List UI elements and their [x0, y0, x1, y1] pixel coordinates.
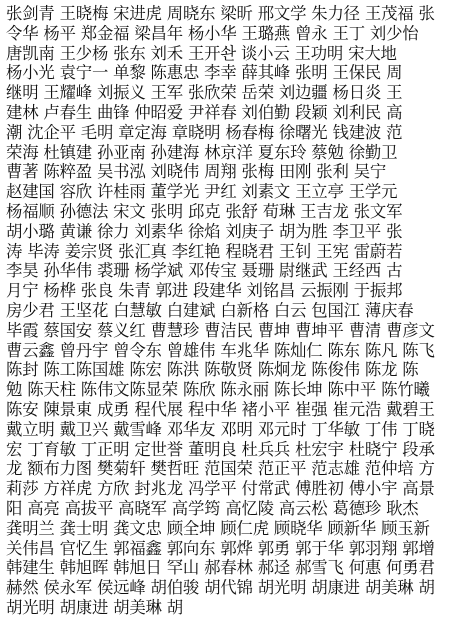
name-list-line: 房少君 王坚花 白慧敏 白建斌 白新格 白云 包国江 薄庆春: [6, 300, 414, 320]
name-list-line: 陈封 陈工陈国雄 陈宏 陈洪 陈敬贤 陈炯龙 陈俊伟 陈龙 陈: [6, 360, 419, 380]
name-list-line: 唐凯南 王少杨 张东 刘禾 王开솬 谈小云 王功明 宋大地: [6, 43, 397, 63]
name-list-line: 张剑青 王晓梅 宋进虎 周晓东 梁昕 邢文学 朱力径 王茂福 张: [6, 4, 435, 23]
name-list-line: 杨福顺 孙德法 宋文 张明 邱克 张舒 荀琳 王吉龙 张文军: [6, 201, 403, 221]
name-list-line: 韩建生 韩旭晖 韩旭日 罕山 郝春林 郝迳 郝雪飞 何惠 何勇君: [6, 558, 435, 578]
name-list-line: 阳 高亮 高拔平 高晓军 高学筠 高忆陵 高云松 葛德珍 耿杰: [6, 498, 419, 518]
name-list-line: 月宁 杨桦 张良 朱青 郭进 段建华 刘铭昌 云振刚 于振邦: [6, 281, 403, 301]
name-list-line: 赫然 侯永军 侯远峰 胡伯骏 胡代锦 胡光明 胡康进 胡美琳 胡: [6, 578, 435, 598]
name-list-line: 曹著 陈粹盈 吴书泓 刘晓伟 周翔 张梅 田刚 张利 吴宁: [6, 162, 387, 182]
name-list-line: 涛 毕涛 姜宗贤 张汇真 李红艳 程晓君 王钊 王宪 雷蔚若: [6, 241, 403, 261]
name-list-line: 戴立明 戴卫兴 戴雪峰 邓华友 邓明 邓元时 丁华敏 丁伟 丁晓: [6, 419, 435, 439]
name-list-line: 继明 王耀峰 刘振义 王军 张欣荣 岳荣 刘边疆 杨日炎 王: [6, 83, 403, 103]
name-list-line: 建林 卢春生 曲锋 仲昭爱 尹祥春 刘伯勤 段颖 刘利民 高: [6, 102, 403, 122]
name-list-line: 杨小光 袁宁一 单黎 陈惠忠 李幸 薛其峰 张明 王保民 周: [6, 63, 403, 83]
name-list-line: 潮 沈企平 毛明 章定海 章晓明 杨春梅 徐曙光 钱建波 范: [6, 122, 403, 142]
name-list-line: 莉莎 方祥虎 方欣 封兆龙 冯学平 付常武 傅胜初 傅小宇 高景: [6, 479, 435, 499]
name-list-line: 李昊 孙华伟 裘珊 杨学斌 邓传宝 聂珊 尉继武 王经西 古: [6, 261, 403, 281]
name-list-line: 勉 陈天柱 陈伟文陈显荣 陈欣 陈永丽 陈长坤 陈中平 陈竹曦: [6, 380, 430, 400]
name-list-line: 令华 杨平 郑金福 梁昌年 杨小华 王璐燕 曾永 王丁 刘少怡: [6, 23, 419, 43]
name-list-line: 胡光明 胡康进 胡美琳 胡: [6, 597, 183, 617]
name-list-line: 胡小璐 黄谦 徐力 刘素华 徐焰 刘庚子 胡为胜 李卫平 张: [6, 221, 403, 241]
name-list-line: 陈安 陳景東 成勇 程代展 程中华 褚小平 崔强 崔元浩 戴碧王: [6, 399, 435, 419]
name-list-line: 曹云鑫 曾丹宇 曾令东 曾雄伟 车兆华 陈灿仁 陈东 陈凡 陈飞: [6, 340, 435, 360]
name-list-line: 毕霞 蔡国安 蔡义红 曹慧珍 曹洁民 曹坤 曹坤平 曹清 曹彦文: [6, 320, 435, 340]
name-list-line: 赵建国 容欣 许桂雨 董学光 尹红 刘素文 王立亭 王学元: [6, 182, 398, 202]
name-list-line: 龚明兰 龚士明 龚文忠 顾全坤 顾仁虎 顾晓华 顾新华 顾玉新: [6, 518, 430, 538]
name-list-line: 关伟昌 官忆生 郭福鑫 郭向东 郭烨 郭勇 郭于华 郭羽翔 郭增: [6, 538, 435, 558]
name-list-line: 宏 丁育敏 丁正明 定世誉 董明良 杜兵兵 杜宏宇 杜晓宁 段承: [6, 439, 435, 459]
name-list-line: 荣海 杜镇建 孙亚南 孙建海 林京洋 夏东玲 蔡勉 徐勤卫: [6, 142, 398, 162]
name-list-line: 龙 额布力图 樊菊轩 樊哲旺 范国荣 范正平 范志雄 范仲培 方: [6, 459, 435, 479]
